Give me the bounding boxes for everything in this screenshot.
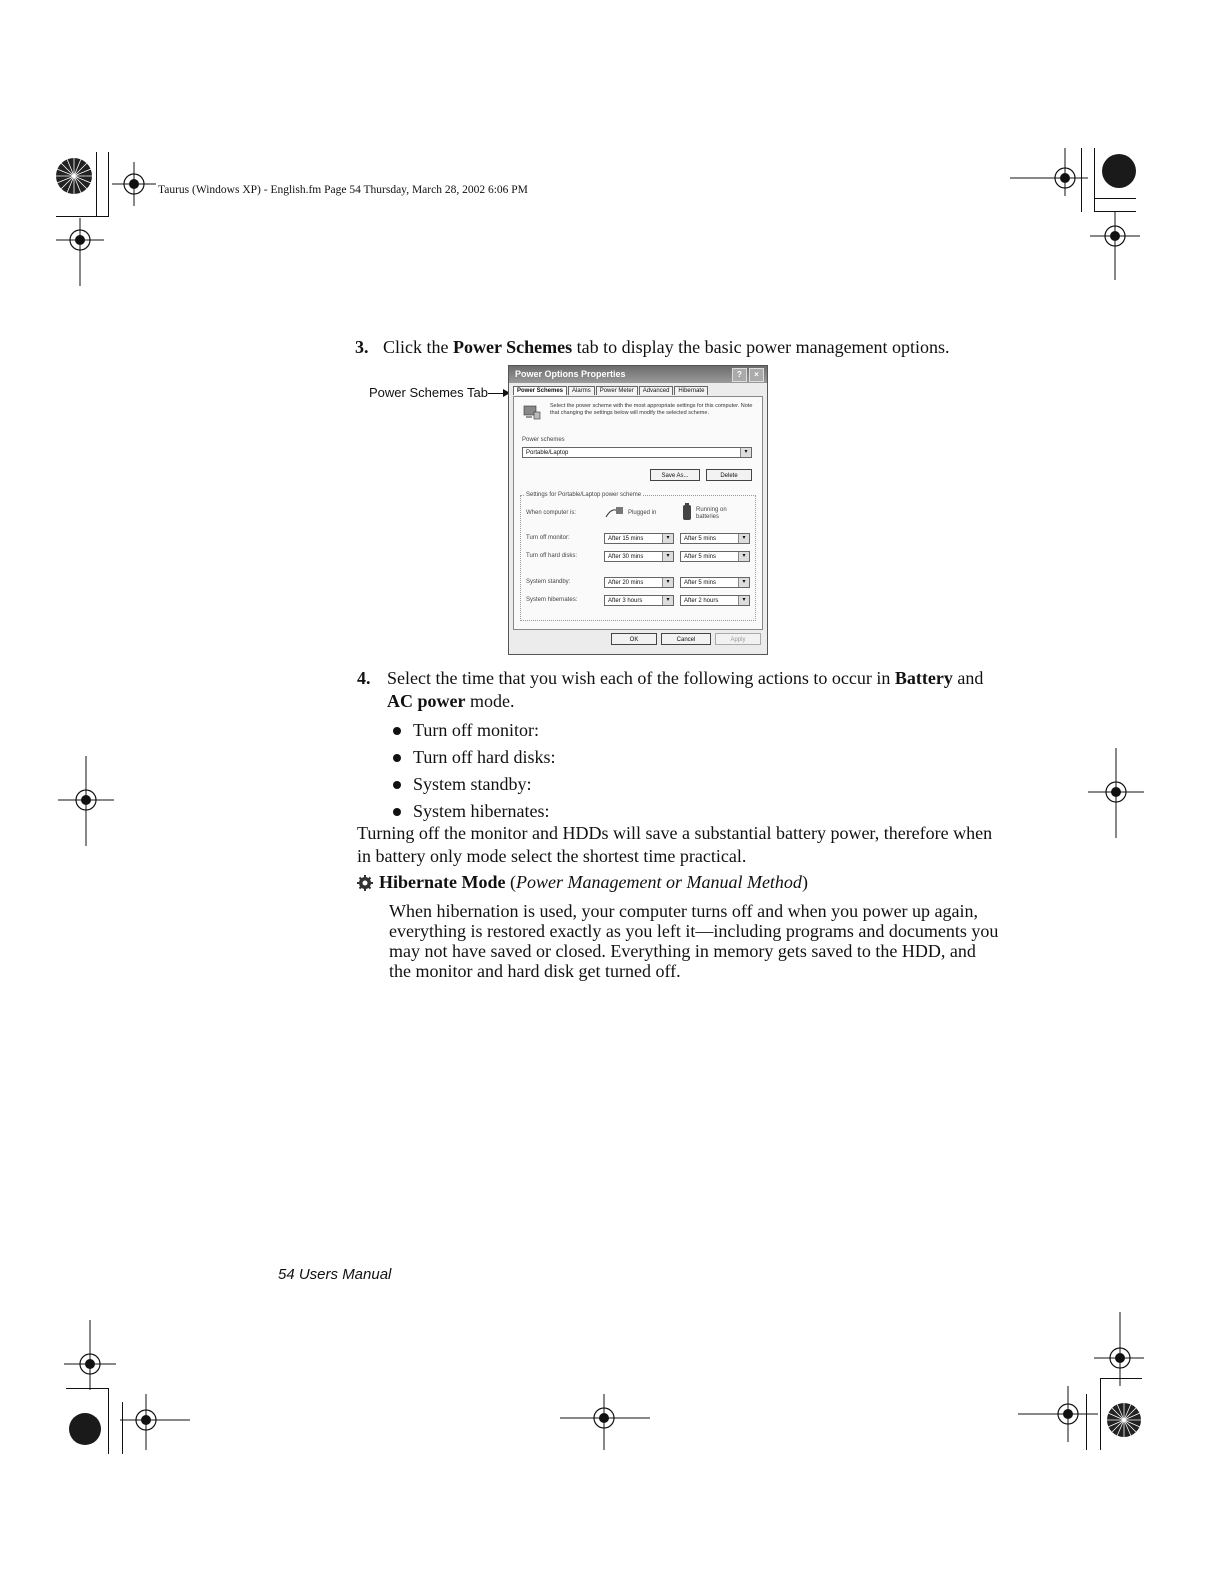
crop-line [1094, 198, 1136, 199]
chevron-down-icon: ▾ [662, 578, 673, 587]
crop-line [108, 152, 109, 216]
crop-line [1100, 1378, 1142, 1379]
crop-line [108, 1388, 109, 1454]
tab-hibernate[interactable]: Hibernate [674, 386, 708, 395]
list-item-text: Turn off monitor: [413, 720, 540, 740]
select-value: After 30 mins [608, 554, 644, 560]
registration-target-icon [560, 1394, 650, 1450]
tab-advanced[interactable]: Advanced [639, 386, 674, 395]
list-item-text: System hibernates: [413, 801, 550, 821]
dialog-tabs [509, 383, 767, 395]
step-text: and [952, 668, 984, 688]
registration-dot-icon [64, 1408, 106, 1450]
plugged-in-select[interactable] [604, 533, 674, 544]
select-value: After 20 mins [608, 580, 644, 586]
hibernate-body-paragraph: When hibernation is used, your computer turns off and when you power up again, everything is restored exactly as you left it—including programs and documents you may not have saved or closed. Everything in memory gets saved to the HDD, and the monitor and hard disk get turned off. [389, 901, 999, 981]
dialog-description: Select the power scheme with the most appropriate settings for this computer. Note that changing the settings below will modify the selected scheme. [550, 403, 753, 416]
hibernate-title: Hibernate Mode [379, 872, 506, 892]
bullet-icon [393, 754, 401, 762]
crop-line [1094, 148, 1095, 212]
dialog-title-bar [509, 366, 767, 383]
registration-target-icon [1090, 212, 1140, 280]
list-item-text: System standby: [413, 774, 532, 794]
setting-row-label: Turn off monitor: [526, 535, 570, 541]
select-value: After 15 mins [608, 536, 644, 542]
crop-line [1086, 1394, 1087, 1450]
step-3 [355, 337, 950, 358]
chevron-down-icon: ▾ [738, 552, 749, 561]
hibernate-subtitle: Power Management or Manual Method [515, 872, 802, 892]
setting-row-label: System hibernates: [526, 597, 578, 603]
battery-select[interactable] [680, 595, 750, 606]
chevron-down-icon: ▾ [738, 534, 749, 543]
step-number: 4. [357, 668, 371, 688]
bullet-list [387, 717, 997, 825]
step-text: Click the [383, 337, 453, 357]
registration-target-icon [56, 216, 104, 286]
callout-label: Power Schemes Tab [369, 385, 488, 400]
list-item-text: Turn off hard disks: [413, 747, 556, 767]
select-value: After 5 mins [684, 554, 717, 560]
registration-target-icon [1010, 148, 1090, 196]
gear-bullet-icon [357, 875, 373, 891]
tab-power-meter[interactable]: Power Meter [596, 386, 638, 395]
tab-alarms[interactable]: Alarms [568, 386, 595, 395]
step-bold-text: Power Schemes [453, 337, 573, 357]
step-bold-text: Battery [894, 668, 953, 688]
setting-row-label: System standby: [526, 579, 571, 585]
plugged-in-select[interactable] [604, 595, 674, 606]
list-item [387, 798, 997, 825]
apply-button[interactable]: Apply [715, 633, 761, 645]
crop-line [1081, 148, 1082, 212]
chevron-down-icon: ▾ [738, 596, 749, 605]
running-on-batteries-label: Running on batteries [696, 507, 727, 520]
chevron-down-icon: ▾ [738, 578, 749, 587]
registration-target-icon [1094, 1312, 1144, 1386]
list-item [387, 771, 997, 798]
step-text: tab to display the basic power management options. [572, 337, 950, 357]
ok-button[interactable]: OK [611, 633, 657, 645]
battery-icon [682, 503, 692, 521]
step-text: Select the time that you wish each of the following actions to occur in [387, 668, 895, 688]
select-value: After 5 mins [684, 580, 717, 586]
power-scheme-value: Portable/Laptop [526, 450, 569, 456]
settings-group-label: Settings for Portable/Laptop power scheme [526, 492, 642, 498]
chevron-down-icon: ▾ [740, 448, 751, 457]
list-item [387, 717, 997, 744]
plugged-in-select[interactable] [604, 577, 674, 588]
battery-select[interactable] [680, 533, 750, 544]
dialog-title: Power Options Properties [515, 369, 626, 379]
registration-target-icon [1088, 748, 1144, 838]
power-scheme-icon [522, 403, 542, 421]
registration-target-icon [110, 160, 158, 208]
chevron-down-icon: ▾ [662, 596, 673, 605]
power-schemes-label: Power schemes [522, 437, 565, 443]
registration-mark-bottom-right-starburst [1102, 1398, 1146, 1442]
help-button[interactable]: ? [732, 368, 747, 382]
select-value: After 2 hours [684, 598, 719, 604]
hibernate-mode-heading [357, 872, 808, 893]
registration-target-icon [64, 1320, 116, 1390]
registration-target-icon [58, 756, 114, 846]
tab-power-schemes[interactable]: Power Schemes [513, 386, 567, 395]
page-footer: 54 Users Manual [278, 1266, 392, 1283]
save-as-button[interactable]: Save As... [650, 469, 700, 481]
battery-tip-paragraph: Turning off the monitor and HDDs will save a substantial battery power, therefore when in battery only mode select the shortest time practical. [357, 823, 993, 866]
crop-line [66, 1388, 108, 1389]
bullet-icon [393, 781, 401, 789]
step-bold-text: AC power [387, 691, 466, 711]
battery-select[interactable] [680, 577, 750, 588]
bullet-icon [393, 727, 401, 735]
crop-line [96, 152, 97, 216]
step-4 [357, 667, 997, 825]
select-value: After 5 mins [684, 536, 717, 542]
bullet-icon [393, 808, 401, 816]
power-options-dialog-screenshot [508, 365, 768, 655]
setting-row-label: Turn off hard disks: [526, 553, 578, 559]
subtitle-paren: ( [509, 872, 516, 892]
close-button[interactable]: × [749, 368, 764, 382]
page-header-file-info: Taurus (Windows XP) - English.fm Page 54 Thursday, March 28, 2002 6:06 PM [158, 184, 528, 196]
step-text-block [387, 667, 997, 713]
plugged-in-label: Plugged in [628, 510, 657, 516]
battery-select[interactable] [680, 551, 750, 562]
power-scheme-select[interactable] [522, 447, 752, 458]
subtitle-paren: ) [801, 872, 808, 892]
step-number: 3. [355, 337, 369, 357]
list-item [387, 744, 997, 771]
chevron-down-icon: ▾ [662, 552, 673, 561]
chevron-down-icon: ▾ [662, 534, 673, 543]
registration-dot-icon [1098, 150, 1140, 192]
registration-target-icon [120, 1394, 190, 1450]
select-value: After 3 hours [608, 598, 643, 604]
crop-line [1100, 1378, 1101, 1450]
dialog-tab-panel [513, 396, 763, 630]
plugged-in-select[interactable] [604, 551, 674, 562]
cancel-button[interactable]: Cancel [661, 633, 711, 645]
delete-button[interactable]: Delete [706, 469, 752, 481]
step-text: mode. [465, 691, 515, 711]
when-computer-is-label: When computer is: [526, 510, 577, 516]
plug-icon [604, 503, 626, 521]
registration-mark-top-left-starburst [52, 154, 96, 198]
